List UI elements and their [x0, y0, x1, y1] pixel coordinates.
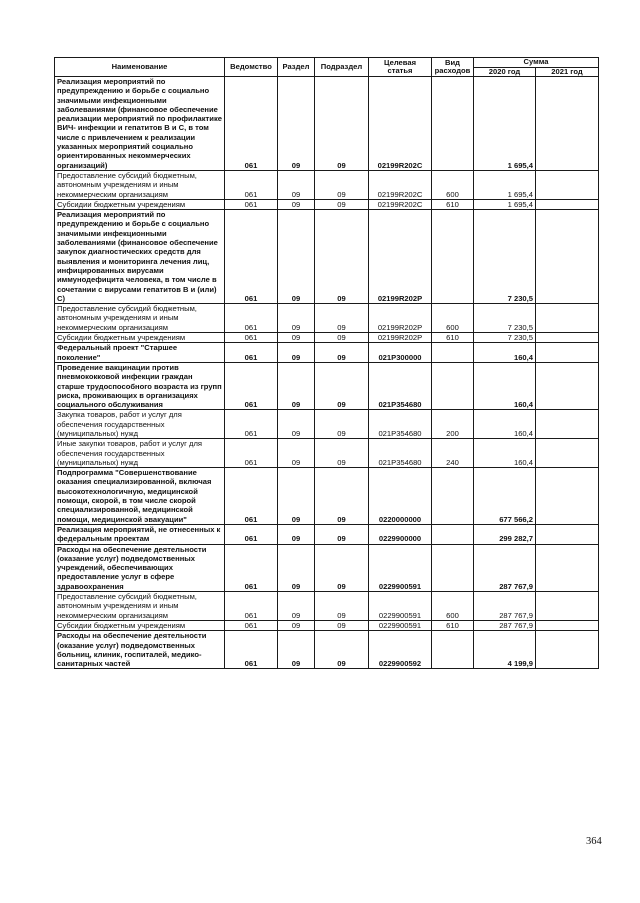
cell-sum-2020: 287 767,9 [474, 592, 536, 621]
cell-sum-2021 [536, 524, 599, 544]
cell-razdel: 09 [278, 333, 315, 343]
cell-razdel: 09 [278, 468, 315, 525]
cell-vedomstvo: 061 [225, 524, 278, 544]
cell-podrazdel: 09 [315, 410, 369, 439]
cell-vid: 600 [432, 304, 474, 333]
cell-podrazdel: 09 [315, 210, 369, 304]
header-year-2020: 2020 год [474, 67, 536, 77]
cell-target: 0229900592 [369, 631, 432, 669]
cell-sum-2020: 1 695,4 [474, 199, 536, 209]
cell-sum-2020: 1 695,4 [474, 170, 536, 199]
cell-sum-2021 [536, 199, 599, 209]
cell-sum-2020: 677 566,2 [474, 468, 536, 525]
cell-name: Предоставление субсидий бюджетным, автономным учреждениям и иным некоммерческим организациям [55, 170, 225, 199]
cell-vedomstvo: 061 [225, 544, 278, 591]
header-name: Наименование [55, 58, 225, 77]
cell-sum-2020: 287 767,9 [474, 620, 536, 630]
cell-vid [432, 468, 474, 525]
table-row [55, 333, 599, 343]
cell-vedomstvo: 061 [225, 362, 278, 409]
cell-podrazdel: 09 [315, 199, 369, 209]
cell-vedomstvo: 061 [225, 439, 278, 468]
cell-vid: 600 [432, 592, 474, 621]
cell-vid [432, 210, 474, 304]
cell-podrazdel: 09 [315, 620, 369, 630]
cell-vid [432, 631, 474, 669]
cell-podrazdel: 09 [315, 362, 369, 409]
cell-sum-2021 [536, 343, 599, 363]
cell-razdel: 09 [278, 210, 315, 304]
cell-sum-2021 [536, 333, 599, 343]
cell-razdel: 09 [278, 304, 315, 333]
cell-vid [432, 544, 474, 591]
cell-sum-2020: 7 230,5 [474, 210, 536, 304]
cell-podrazdel: 09 [315, 77, 369, 171]
cell-sum-2020: 160,4 [474, 362, 536, 409]
cell-name: Проведение вакцинации против пневмококковой инфекции граждан старше трудоспособного возраста из групп риска, проживающих в организациях социального обслуживания [55, 362, 225, 409]
cell-sum-2021 [536, 410, 599, 439]
cell-podrazdel: 09 [315, 343, 369, 363]
cell-vedomstvo: 061 [225, 343, 278, 363]
header-year-2021: 2021 год [536, 67, 599, 77]
cell-vid [432, 77, 474, 171]
table-row [55, 631, 599, 669]
cell-vedomstvo: 061 [225, 620, 278, 630]
cell-name: Субсидии бюджетным учреждениям [55, 199, 225, 209]
cell-vedomstvo: 061 [225, 304, 278, 333]
table-row [55, 410, 599, 439]
cell-name: Расходы на обеспечение деятельности (оказание услуг) подведомственных больниц, клиник, госпиталей, медико-санитарных частей [55, 631, 225, 669]
cell-name: Подпрограмма "Совершенствование оказания специализированной, включая высокотехнологичную, медицинской помощи, скорой, в том числе скорой специализированной, медицинской помощи, медицинской эвакуации" [55, 468, 225, 525]
header-vedomstvo: Ведомство [225, 58, 278, 77]
table-row [55, 343, 599, 363]
cell-target: 0229900000 [369, 524, 432, 544]
header-vid: Вид расходов [432, 58, 474, 77]
table-row [55, 362, 599, 409]
cell-name: Предоставление субсидий бюджетным, автономным учреждениям и иным некоммерческим организациям [55, 592, 225, 621]
cell-podrazdel: 09 [315, 592, 369, 621]
table-row [55, 170, 599, 199]
header-podrazdel: Подраздел [315, 58, 369, 77]
cell-target: 0229900591 [369, 544, 432, 591]
cell-razdel: 09 [278, 170, 315, 199]
cell-name: Расходы на обеспечение деятельности (оказание услуг) подведомственных учреждений, обеспечивающих предоставление услуг в сфере здравоохранения [55, 544, 225, 591]
cell-target: 0229900591 [369, 620, 432, 630]
table-row [55, 592, 599, 621]
cell-vedomstvo: 061 [225, 410, 278, 439]
cell-sum-2021 [536, 170, 599, 199]
cell-razdel: 09 [278, 524, 315, 544]
header-summa: Сумма [474, 58, 599, 68]
cell-name: Реализация мероприятий, не отнесенных к федеральным проектам [55, 524, 225, 544]
header-razdel: Раздел [278, 58, 315, 77]
cell-vedomstvo: 061 [225, 210, 278, 304]
cell-vedomstvo: 061 [225, 333, 278, 343]
cell-razdel: 09 [278, 343, 315, 363]
header-target: Целевая статья [369, 58, 432, 77]
table-row [55, 304, 599, 333]
cell-target: 021P354680 [369, 439, 432, 468]
table-row [55, 199, 599, 209]
cell-sum-2020: 7 230,5 [474, 333, 536, 343]
cell-target: 0220000000 [369, 468, 432, 525]
cell-sum-2020: 1 695,4 [474, 77, 536, 171]
cell-razdel: 09 [278, 199, 315, 209]
cell-podrazdel: 09 [315, 439, 369, 468]
cell-sum-2020: 299 282,7 [474, 524, 536, 544]
cell-name: Закупка товаров, работ и услуг для обеспечения государственных (муниципальных) нужд [55, 410, 225, 439]
cell-sum-2020: 4 199,9 [474, 631, 536, 669]
cell-name: Иные закупки товаров, работ и услуг для обеспечения государственных (муниципальных) нужд [55, 439, 225, 468]
cell-target: 02199R202P [369, 333, 432, 343]
cell-razdel: 09 [278, 77, 315, 171]
header-row [55, 58, 599, 68]
cell-vedomstvo: 061 [225, 77, 278, 171]
cell-podrazdel: 09 [315, 304, 369, 333]
cell-podrazdel: 09 [315, 468, 369, 525]
cell-sum-2021 [536, 362, 599, 409]
cell-podrazdel: 09 [315, 631, 369, 669]
cell-podrazdel: 09 [315, 544, 369, 591]
cell-sum-2021 [536, 468, 599, 525]
table-row [55, 544, 599, 591]
cell-vid [432, 343, 474, 363]
table-row [55, 620, 599, 630]
cell-vid: 600 [432, 170, 474, 199]
cell-vedomstvo: 061 [225, 592, 278, 621]
cell-razdel: 09 [278, 439, 315, 468]
cell-sum-2021 [536, 439, 599, 468]
cell-vid: 610 [432, 199, 474, 209]
cell-sum-2020: 160,4 [474, 439, 536, 468]
cell-target: 021P354680 [369, 410, 432, 439]
cell-podrazdel: 09 [315, 524, 369, 544]
table-row [55, 77, 599, 171]
cell-target: 02199R202C [369, 77, 432, 171]
table-row [55, 210, 599, 304]
cell-vid [432, 362, 474, 409]
cell-razdel: 09 [278, 620, 315, 630]
cell-razdel: 09 [278, 631, 315, 669]
budget-table [54, 57, 599, 669]
cell-podrazdel: 09 [315, 170, 369, 199]
cell-sum-2020: 287 767,9 [474, 544, 536, 591]
cell-vedomstvo: 061 [225, 170, 278, 199]
cell-sum-2021 [536, 544, 599, 591]
cell-sum-2020: 7 230,5 [474, 304, 536, 333]
cell-podrazdel: 09 [315, 333, 369, 343]
cell-sum-2021 [536, 304, 599, 333]
cell-name: Предоставление субсидий бюджетным, автономным учреждениям и иным некоммерческим организациям [55, 304, 225, 333]
cell-target: 02199R202P [369, 304, 432, 333]
cell-razdel: 09 [278, 410, 315, 439]
cell-sum-2020: 160,4 [474, 410, 536, 439]
cell-name: Субсидии бюджетным учреждениям [55, 333, 225, 343]
cell-vedomstvo: 061 [225, 199, 278, 209]
table-row [55, 524, 599, 544]
cell-vid: 610 [432, 333, 474, 343]
cell-target: 02199R202P [369, 210, 432, 304]
cell-sum-2021 [536, 77, 599, 171]
cell-target: 02199R202C [369, 199, 432, 209]
cell-sum-2021 [536, 210, 599, 304]
table-row [55, 439, 599, 468]
cell-vedomstvo: 061 [225, 468, 278, 525]
cell-name: Федеральный проект "Старшее поколение" [55, 343, 225, 363]
cell-target: 0229900591 [369, 592, 432, 621]
cell-sum-2020: 160,4 [474, 343, 536, 363]
cell-name: Субсидии бюджетным учреждениям [55, 620, 225, 630]
page-number: 364 [586, 836, 602, 847]
cell-vid: 200 [432, 410, 474, 439]
cell-razdel: 09 [278, 544, 315, 591]
cell-vid [432, 524, 474, 544]
cell-vedomstvo: 061 [225, 631, 278, 669]
cell-name: Реализация мероприятий по предупреждению и борьбе с социально значимыми инфекционными заболеваниями (финансовое обеспечение реализации мероприятий по профилактике ВИЧ- инфекции и гепатитов В и С, в том числе с привлечением к реализации указанных мероприятий социально ориентированных некоммерческих организаций) [55, 77, 225, 171]
cell-target: 021P354680 [369, 362, 432, 409]
cell-vid: 240 [432, 439, 474, 468]
cell-target: 02199R202C [369, 170, 432, 199]
cell-razdel: 09 [278, 362, 315, 409]
cell-sum-2021 [536, 631, 599, 669]
cell-name: Реализация мероприятий по предупреждению и борьбе с социально значимыми инфекционными заболеваниями (финансовое обеспечение закупок диагностических средств для выявления и мониторинга лечения лиц, инфицированных вирусами иммунодефицита человека, в том числе в сочетании с вирусами гепатитов В и (или) С) [55, 210, 225, 304]
cell-sum-2021 [536, 620, 599, 630]
cell-vid: 610 [432, 620, 474, 630]
cell-sum-2021 [536, 592, 599, 621]
cell-razdel: 09 [278, 592, 315, 621]
table-row [55, 468, 599, 525]
cell-target: 021P300000 [369, 343, 432, 363]
